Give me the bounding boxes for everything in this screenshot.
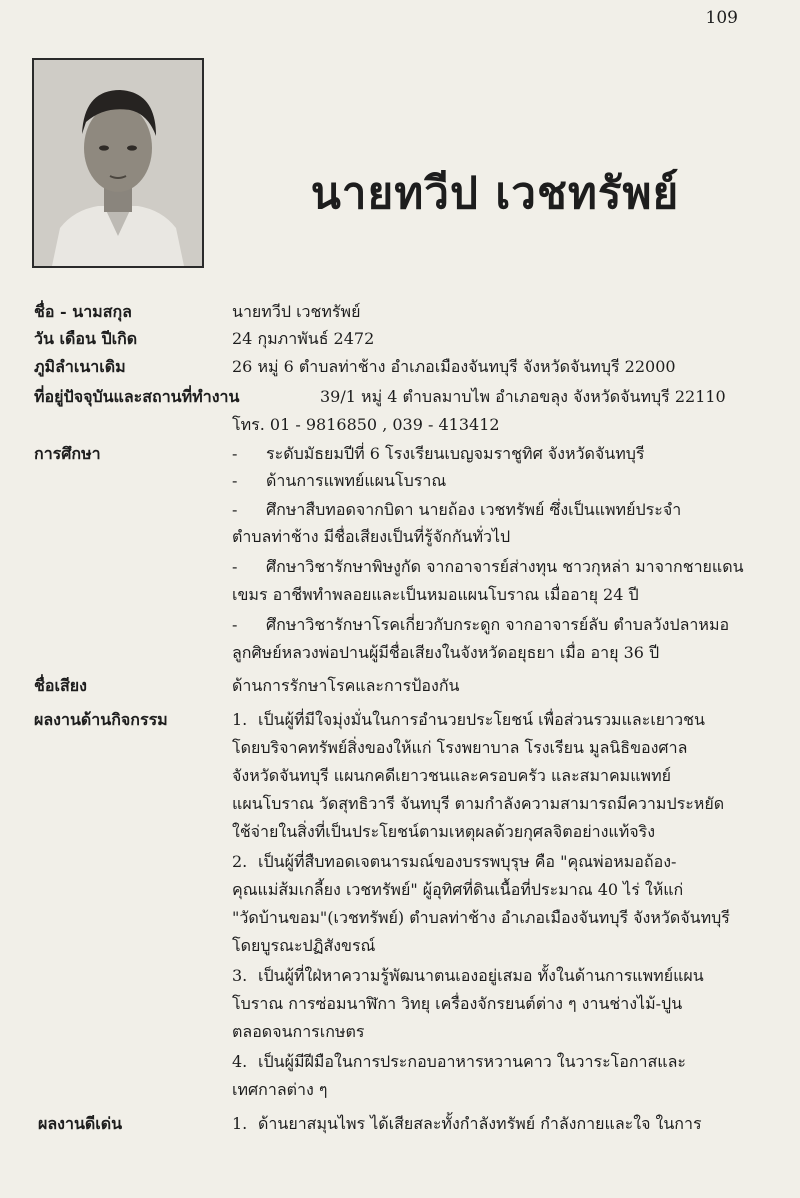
activity-text: โดยบริจาคทรัพย์สิ่งของให้แก่ โรงพยาบาล โรงเรียน มูลนิธิของศาล: [232, 738, 688, 757]
page-number: 109: [705, 8, 738, 28]
activity-text: โดยบูรณะปฏิสังขรณ์: [232, 936, 376, 955]
activities-label: ผลงานด้านกิจกรรม: [34, 710, 168, 729]
activity-text: โบราณ การซ่อมนาฬิกา วิทยุ เครื่องจักรยนต์ต่าง ๆ งานช่างไม้-ปูน: [232, 994, 683, 1013]
education-text: ตำบลท่าช้าง มีชื่อเสียงเป็นที่รู้จักกันทั่วไป: [232, 527, 511, 546]
address-value: 39/1 หมู่ 4 ตำบลมาบไพ อำเภอขลุง จังหวัดจันทบุรี 22110: [320, 387, 726, 406]
education-text: ศึกษาวิชารักษาโรคเกี่ยวกับกระดูก จากอาจารย์ลับ ตำบลวังปลาหมอ: [266, 615, 730, 634]
name-value: นายทวีป เวชทรัพย์: [232, 302, 361, 321]
item-number: 1.: [232, 1114, 248, 1133]
portrait-icon: [34, 60, 202, 266]
outstanding-item: [232, 1110, 748, 1138]
activity-item: [232, 962, 748, 990]
activity-text: คุณแม่ส้มเกลี้ยง เวชทรัพย์" ผู้อุทิศที่ดินเนื้อที่ประมาณ 40 ไร่ ให้แก่: [232, 880, 684, 899]
outstanding-text: ด้านยาสมุนไพร ได้เสียสละทั้งกำลังทรัพย์ กำลังกายและใจ ในการ: [258, 1114, 702, 1133]
education-text: ระดับมัธยมปีที่ 6 โรงเรียนเบญจมราชูทิศ จังหวัดจันทบุรี: [266, 444, 645, 463]
hometown-label: ภูมิลำเนาเดิม: [34, 357, 126, 376]
activity-item: [232, 706, 748, 734]
activity-text: ใช้จ่ายในสิ่งที่เป็นประโยชน์ตามเหตุผลด้วยกุศลจิตอย่างแท้จริง: [232, 822, 656, 841]
item-number: 2.: [232, 852, 248, 871]
education-text: ลูกศิษย์หลวงพ่อปานผู้มีชื่อเสียงในจังหวัดอยุธยา เมื่อ อายุ 36 ปี: [232, 643, 660, 662]
education-item: [232, 440, 748, 468]
dash-marker: -: [232, 444, 238, 463]
activity-text: "วัดบ้านขอม"(เวชทรัพย์) ตำบลท่าช้าง อำเภอเมืองจันทบุรี จังหวัดจันทบุรี: [232, 908, 730, 927]
portrait-photo: [32, 58, 204, 268]
education-item: [232, 553, 748, 581]
education-item: [232, 467, 748, 495]
activity-text: ตลอดจนการเกษตร: [232, 1022, 365, 1041]
activity-text: เป็นผู้ที่สืบทอดเจตนารมณ์ของบรรพบุรุษ คือ "คุณพ่อหมอถ้อง-: [258, 852, 677, 871]
item-number: 3.: [232, 966, 248, 985]
education-text: ศึกษาวิชารักษาพิษงูกัด จากอาจารย์ส่างทุน ชาวกุหล่า มาจากชายแดน: [266, 557, 744, 576]
item-number: 4.: [232, 1052, 248, 1071]
activity-text: แผนโบราณ วัดสุทธิวารี จันทบุรี ตามกำลังความสามารถมีความประหยัด: [232, 794, 725, 813]
education-label: การศึกษา: [34, 444, 101, 463]
dash-marker: -: [232, 557, 238, 576]
education-text: เขมร อาชีพทำพลอยและเป็นหมอแผนโบราณ เมื่ออายุ 24 ปี: [232, 585, 639, 604]
education-item: [232, 496, 748, 524]
activity-text: เทศกาลต่าง ๆ: [232, 1080, 328, 1099]
dash-marker: -: [232, 471, 238, 490]
activity-item: [232, 1048, 748, 1076]
activity-text: เป็นผู้ที่มีใจมุ่งมั่นในการอำนวยประโยชน์ เพื่อส่วนรวมและเยาวชน: [258, 710, 705, 729]
education-text: ด้านการแพทย์แผนโบราณ: [266, 471, 447, 490]
phone-value: โทร. 01 - 9816850 , 039 - 413412: [232, 415, 500, 434]
education-item: [232, 611, 748, 639]
name-label: ชื่อ - นามสกุล: [34, 302, 132, 321]
birth-value: 24 กุมภาพันธ์ 2472: [232, 329, 375, 348]
dash-marker: -: [232, 615, 238, 634]
hometown-value: 26 หมู่ 6 ตำบลท่าช้าง อำเภอเมืองจันทบุรี จังหวัดจันทบุรี 22000: [232, 357, 676, 376]
outstanding-label: ผลงานดีเด่น: [38, 1114, 123, 1133]
activity-text: จังหวัดจันทบุรี แผนกคดีเยาวชนและครอบครัว และสมาคมแพทย์: [232, 766, 671, 785]
address-label: ที่อยู่ปัจจุบันและสถานที่ทำงาน: [34, 387, 240, 406]
item-number: 1.: [232, 710, 248, 729]
activity-text: เป็นผู้ที่ใฝ่หาความรู้พัฒนาตนเองอยู่เสมอ ทั้งในด้านการแพทย์แผน: [258, 966, 704, 985]
page-title: นายทวีป เวชทรัพย์: [310, 168, 680, 219]
education-text: ศึกษาสืบทอดจากบิดา นายถ้อง เวชทรัพย์ ซึ่งเป็นแพทย์ประจำ: [266, 500, 682, 519]
fame-value: ด้านการรักษาโรคและการป้องกัน: [232, 676, 460, 695]
dash-marker: -: [232, 500, 238, 519]
fame-label: ชื่อเสียง: [34, 676, 87, 695]
birth-label: วัน เดือน ปีเกิด: [34, 329, 138, 348]
activity-text: เป็นผู้มีฝีมือในการประกอบอาหารหวานคาว ในวาระโอกาสและ: [258, 1052, 687, 1071]
activity-item: [232, 848, 748, 876]
